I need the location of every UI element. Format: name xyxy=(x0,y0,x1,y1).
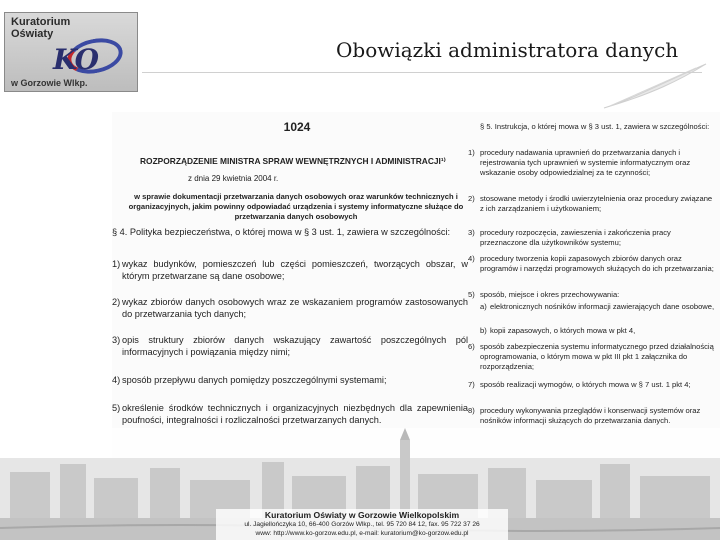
item-text: opis struktury zbiorów danych wskazujący zawartość poszczególnych pól informacyjnych i powiązania między nimi; xyxy=(122,335,468,357)
item-text: sposób realizacji wymogów, o których mowa w § 7 ust. 1 pkt 4; xyxy=(480,380,691,389)
item-number: 2) xyxy=(112,297,121,307)
section-5-subitem xyxy=(480,326,718,336)
section-5-subitem xyxy=(480,302,718,312)
section-5-item xyxy=(468,290,718,300)
item-text: procedury wykonywania przeglądów i konserwacji systemów oraz nośników informacji służących do przetwarzania danych. xyxy=(480,406,701,425)
section-4-item xyxy=(112,296,468,320)
section-4-intro: § 4. Polityka bezpieczeństwa, o której mowa w § 3 ust. 1, zawiera w szczególności: xyxy=(112,227,451,237)
item-number: 1) xyxy=(112,259,121,269)
slide-title: Obowiązki administratora danych xyxy=(336,38,679,62)
item-number: 2) xyxy=(468,194,475,203)
item-text: procedury rozpoczęcia, zawieszenia i zakończenia pracy przeznaczone dla użytkowników systemu; xyxy=(480,228,671,247)
item-number: 7) xyxy=(468,380,475,389)
section-5-intro-text: § 5. Instrukcja, o której mowa w § 3 ust. 1, zawiera w szczególności: xyxy=(480,122,710,131)
item-text: wykaz budynków, pomieszczeń lub części pomieszczeń, tworzących obszar, w którym przetwarzane są dane osobowe; xyxy=(122,259,468,281)
section-4-item xyxy=(112,334,468,358)
regulation-date: z dnia 29 kwietnia 2004 r. xyxy=(188,174,279,183)
section-4-item xyxy=(112,258,468,282)
logo-line-2: Oświaty xyxy=(11,28,54,40)
item-number: 5) xyxy=(112,403,121,413)
section-5-item xyxy=(468,254,718,274)
section-4-item xyxy=(112,402,468,426)
footer-contact xyxy=(216,509,508,540)
item-text: procedury tworzenia kopii zapasowych zbiorów danych oraz programów i narzędzi programowych służących do ich przetwarzania; xyxy=(480,254,714,273)
section-5-intro xyxy=(468,122,718,132)
item-number: 3) xyxy=(112,335,121,345)
subitem-letter: b) xyxy=(480,326,487,335)
subitem-text: kopii zapasowych, o których mowa w pkt 4, xyxy=(490,326,636,335)
subitem-text: elektronicznych nośników informacji zawierających dane osobowe, xyxy=(490,302,715,311)
item-text: sposób przepływu danych pomiędzy poszczególnymi systemami; xyxy=(122,375,387,385)
item-text: stosowane metody i środki uwierzytelnienia oraz procedury związane z ich zarządzaniem i użytkowaniem; xyxy=(480,194,713,213)
item-number: 4) xyxy=(468,254,475,263)
item-number: 8) xyxy=(468,406,475,415)
item-text: wykaz zbiorów danych osobowych wraz ze wskazaniem programów zastosowanych do przetwarzania tych danych; xyxy=(122,297,468,319)
section-5-item xyxy=(468,194,718,214)
item-number: 5) xyxy=(468,290,475,299)
item-number: 1) xyxy=(468,148,475,157)
subitem-letter: a) xyxy=(480,302,487,311)
section-5-item xyxy=(468,380,718,390)
kuratorium-logo xyxy=(4,12,138,92)
item-text: określenie środków technicznych i organizacyjnych niezbędnych dla zapewnienia poufności, integralności i rozliczalności przetwarzanych danych. xyxy=(122,403,468,425)
document-left-column xyxy=(112,120,472,425)
logo-location: w Gorzowie Wlkp. xyxy=(11,78,88,88)
section-5-item xyxy=(468,342,718,371)
item-number: 4) xyxy=(112,375,121,385)
regulation-title: ROZPORZĄDZENIE MINISTRA SPRAW WEWNĘTRZNYCH I ADMINISTRACJI¹⁾ xyxy=(140,156,446,166)
regulation-subject: w sprawie dokumentacji przetwarzania danych osobowych oraz warunków technicznych i organizacyjnych, jakim powinny odpowiadać urządzenia i systemy informatyczne służące do przetwarzania danych osobowych xyxy=(128,192,464,221)
item-text: sposób, miejsce i okres przechowywania: xyxy=(480,290,620,299)
section-5-item xyxy=(468,148,718,177)
item-text: procedury nadawania uprawnień do przetwarzania danych i rejestrowania tych uprawnień w systemie informatycznym oraz wskazanie osoby odpowiedzialnej za te czynności; xyxy=(480,148,691,177)
item-text: sposób zabezpieczenia systemu informatycznego przed działalnością oprogramowania, o którym mowa w pkt III pkt 1 załącznika do rozporządzenia; xyxy=(480,342,714,371)
section-5-item xyxy=(468,228,718,248)
footer-web: www: http://www.ko-gorzow.edu.pl, e-mail: kuratorium@ko-gorzow.edu.pl xyxy=(255,530,469,537)
item-number: 3) xyxy=(468,228,475,237)
footer-institution: Kuratorium Oświaty w Gorzowie Wielkopolskim xyxy=(264,510,460,520)
logo-line-1: Kuratorium xyxy=(11,16,71,28)
section-4-item xyxy=(112,374,468,386)
logo-mark: KO xyxy=(53,43,97,76)
item-number: 6) xyxy=(468,342,475,351)
section-5-item xyxy=(468,406,718,426)
quill-pen-icon xyxy=(600,60,710,112)
document-number: 1024 xyxy=(283,120,311,134)
footer-address: ul. Jagiellończyka 10, 66-400 Gorzów Wlkp., tel. 95 720 84 12, fax. 95 722 37 26 xyxy=(244,521,480,528)
header-divider xyxy=(142,72,702,73)
